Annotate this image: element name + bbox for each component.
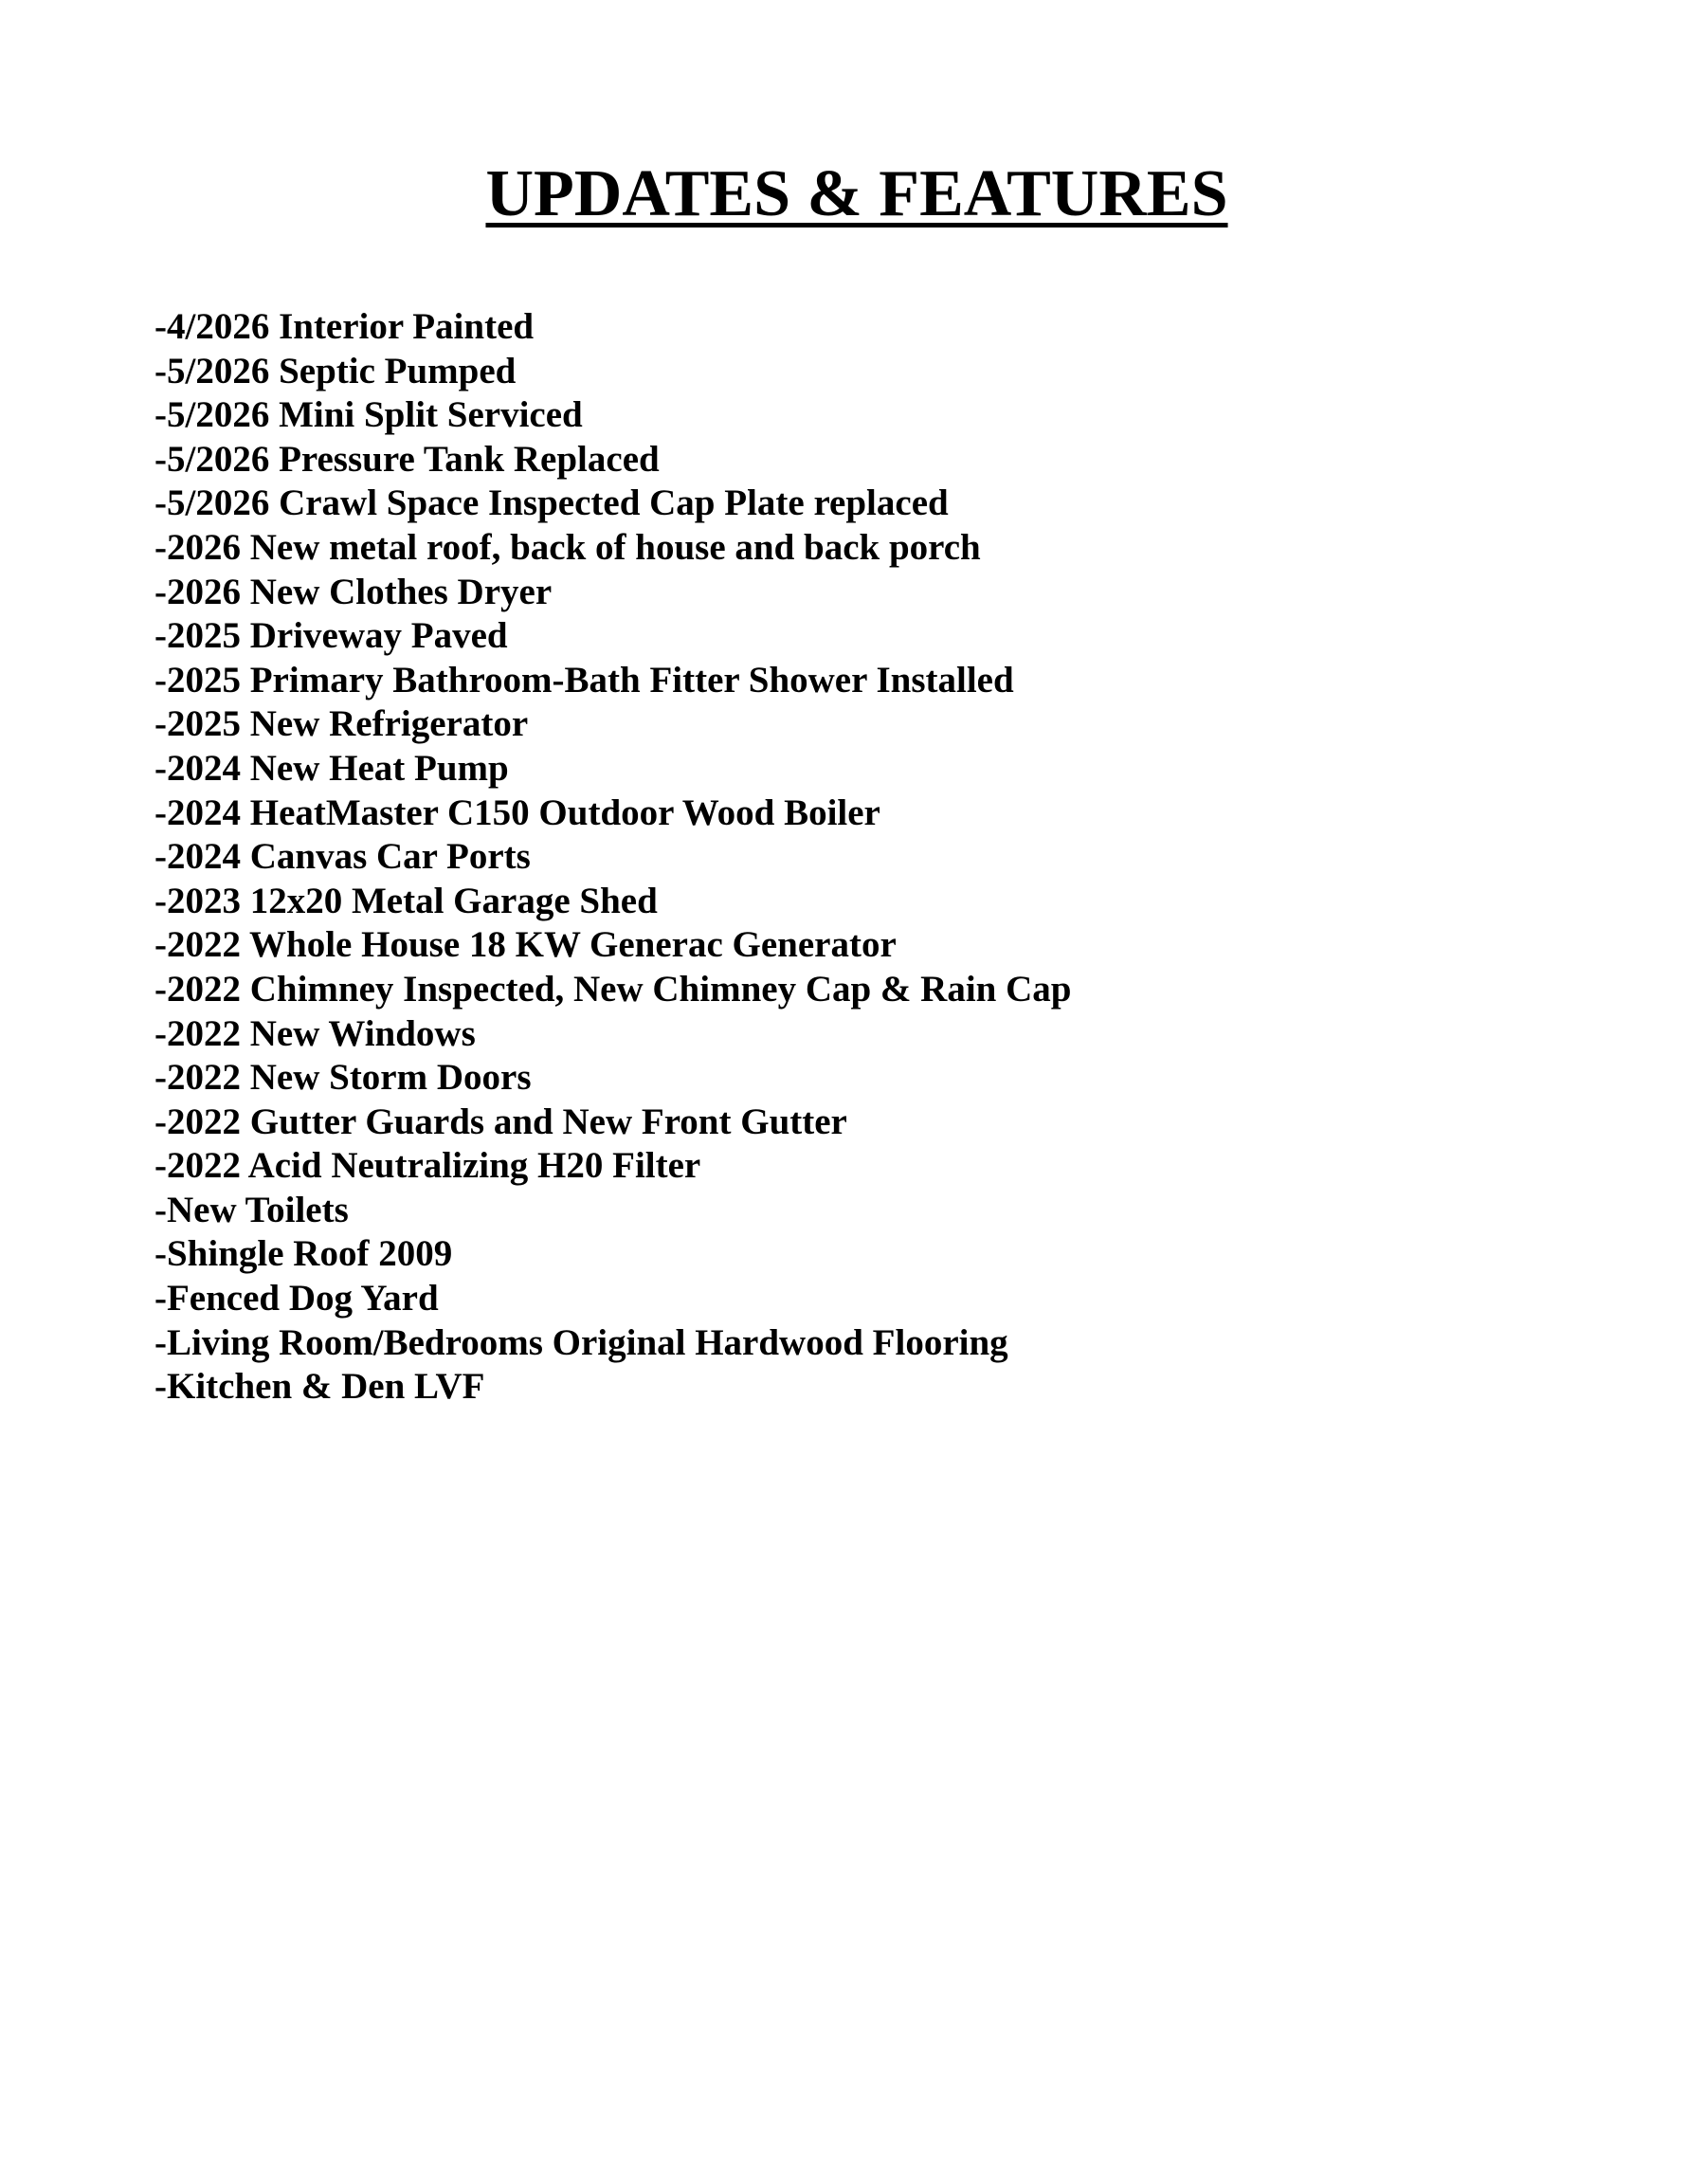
page-title — [0, 152, 1687, 237]
page-title-text: UPDATES & FEATURES — [485, 157, 1228, 230]
list-item: -5/2026 Mini Split Serviced — [154, 394, 583, 436]
list-item: -2024 HeatMaster C150 Outdoor Wood Boiler — [154, 792, 880, 833]
list-item: -2022 Gutter Guards and New Front Gutter — [154, 1101, 847, 1142]
list-item: -2026 New Clothes Dryer — [154, 571, 553, 612]
list-item: -5/2026 Crawl Space Inspected Cap Plate replaced — [154, 482, 949, 524]
list-item: -Kitchen & Den LVF — [154, 1366, 485, 1408]
list-item: -2022 Acid Neutralizing H20 Filter — [154, 1145, 701, 1187]
list-item: -2026 New metal roof, back of house and back porch — [154, 526, 981, 568]
list-item: -New Toilets — [154, 1189, 349, 1230]
list-item: -Shingle Roof 2009 — [154, 1233, 453, 1275]
list-item: -2025 Driveway Paved — [154, 615, 508, 657]
list-item: -2025 New Refrigerator — [154, 703, 529, 745]
list-item: -2023 12x20 Metal Garage Shed — [154, 880, 658, 921]
list-item: -2022 New Storm Doors — [154, 1057, 532, 1099]
list-item: -5/2026 Septic Pumped — [154, 350, 517, 391]
list-item: -2024 New Heat Pump — [154, 747, 509, 789]
list-item: -Living Room/Bedrooms Original Hardwood Flooring — [154, 1321, 1008, 1363]
list-item: -2022 Chimney Inspected, New Chimney Cap & Rain Cap — [154, 968, 1072, 1010]
list-item: -2024 Canvas Car Ports — [154, 836, 531, 878]
list-item: -5/2026 Pressure Tank Replaced — [154, 438, 660, 480]
features-list — [154, 305, 1071, 1410]
list-item: -2025 Primary Bathroom-Bath Fitter Shower Installed — [154, 659, 1014, 701]
list-item: -Fenced Dog Yard — [154, 1278, 439, 1320]
list-item: -4/2026 Interior Painted — [154, 306, 535, 347]
list-item: -2022 New Windows — [154, 1012, 476, 1054]
list-item: -2022 Whole House 18 KW Generac Generator — [154, 924, 897, 966]
